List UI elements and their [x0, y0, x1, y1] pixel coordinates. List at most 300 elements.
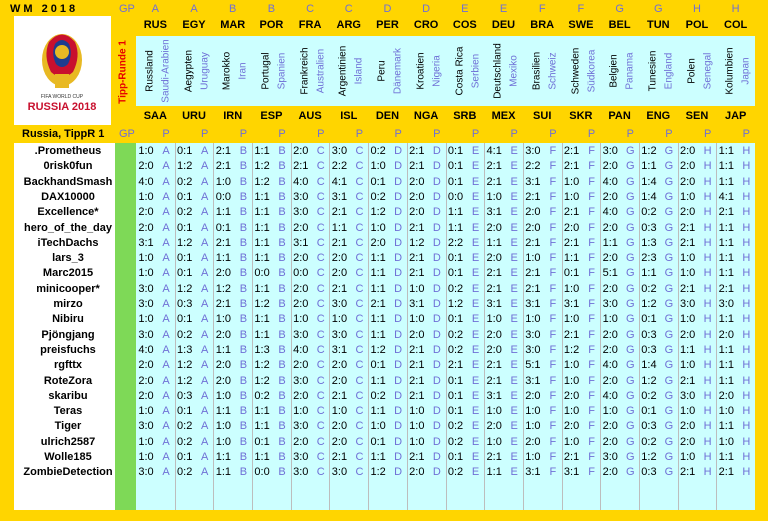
tip-score: 0:2 [641, 435, 657, 448]
tip-letter: F [588, 389, 595, 402]
tip-letter: F [588, 206, 595, 219]
tip-score: 2:0 [679, 328, 696, 341]
tip-score: 2:0 [679, 145, 696, 157]
tip-letter: B [239, 282, 248, 295]
tip-letter: D [432, 160, 441, 173]
tip-letter: A [201, 175, 209, 188]
tip-letter: E [510, 298, 518, 310]
tip-letter: C [355, 466, 364, 479]
tip-letter: G [625, 267, 635, 280]
tip-score: 2:0 [331, 252, 348, 265]
tip-score: 3:0 [138, 282, 154, 295]
tip-letter: C [316, 160, 325, 173]
tip-letter: G [625, 435, 635, 448]
tip-letter: A [162, 435, 170, 448]
tip-letter: H [742, 221, 751, 234]
tip-letter: E [471, 374, 480, 387]
tip-score: 1:1 [254, 206, 270, 219]
away-country-name [506, 38, 522, 104]
home-country-text: Argentinien [337, 45, 349, 97]
tip-letter: D [394, 420, 403, 433]
away-country-text: Südkorea [586, 49, 598, 93]
tip-score: 4:1 [718, 190, 734, 203]
tip-letter: G [664, 175, 674, 188]
tip-letter: B [239, 435, 248, 448]
tip-score: 2:0 [409, 206, 425, 219]
tip-score: 4:0 [293, 343, 309, 356]
tip-letter: H [703, 451, 712, 463]
tip-letter: A [162, 420, 170, 433]
tip-score: 1:0 [718, 405, 734, 418]
tip-score: 1:1 [254, 145, 270, 157]
tip-letter: C [355, 221, 364, 234]
tip-letter: B [239, 252, 248, 265]
tip-letter: H [742, 190, 751, 203]
tip-score: 0:1 [370, 435, 386, 448]
tip-letter: E [471, 405, 480, 418]
tip-letter: E [510, 236, 518, 249]
player-name: preisfuchs [40, 343, 96, 356]
tip-score: 3:1 [331, 343, 348, 356]
tip-score: 0:0 [254, 267, 270, 280]
tip-letter: F [549, 343, 557, 356]
tip-letter: D [432, 175, 441, 188]
tip-score: 3:1 [486, 298, 502, 310]
tip-letter: B [239, 313, 248, 326]
tip-letter: D [394, 206, 403, 219]
tip-letter: D [432, 451, 441, 463]
tip-score: 3:0 [602, 451, 618, 463]
tip-letter: B [239, 405, 248, 418]
tip-letter: A [162, 267, 170, 280]
tip-letter: G [664, 313, 674, 326]
tip-score: 0:0 [254, 466, 270, 479]
tip-letter: C [316, 282, 325, 295]
home-country-name [684, 38, 700, 104]
tip-letter: A [201, 282, 209, 295]
tip-score: 3:1 [525, 374, 541, 387]
home-code: MAR [220, 19, 246, 31]
tip-score: 2:0 [602, 160, 618, 173]
tip-letter: F [549, 282, 557, 295]
tip-letter: H [742, 252, 751, 265]
tip-score: 1:0 [486, 405, 502, 418]
tip-letter: G [625, 420, 635, 433]
tip-letter: D [432, 190, 441, 203]
tip-letter: G [664, 236, 674, 249]
tip-score: 3:1 [563, 466, 580, 479]
tip-score: 2:1 [486, 282, 502, 295]
tip-letter: E [471, 466, 480, 479]
tip-score: 2:0 [602, 221, 618, 234]
tip-letter: C [355, 420, 364, 433]
tip-score: 1:0 [409, 282, 425, 295]
tip-letter: E [510, 435, 518, 448]
tip-letter: C [316, 374, 325, 387]
home-country-name [142, 38, 158, 104]
tip-score: 0:1 [641, 313, 657, 326]
tip-letter: D [432, 435, 441, 448]
tip-score: 2:1 [215, 145, 232, 157]
home-country-text: Kroatien [415, 52, 427, 90]
tip-letter: C [316, 206, 325, 219]
tip-score: 2:1 [409, 359, 425, 372]
left-strip [0, 16, 14, 125]
tip-letter: D [394, 160, 403, 173]
tip-score: 2:0 [602, 435, 618, 448]
tip-score: 2:1 [486, 374, 502, 387]
tip-letter: B [239, 359, 248, 372]
away-code: IRN [223, 110, 243, 122]
tip-score: 2:1 [718, 466, 734, 479]
tip-score: 2:1 [215, 160, 232, 173]
subheader-label: Russia, TippR 1 [22, 128, 105, 140]
tip-letter: G [625, 466, 635, 479]
away-code: JAP [724, 110, 747, 122]
tip-letter: F [549, 435, 557, 448]
tip-letter: H [742, 313, 751, 326]
points-label: P [587, 128, 596, 140]
tip-score: 1:2 [641, 145, 657, 157]
tip-score: 2:0 [486, 221, 502, 234]
tip-score: 0:3 [641, 221, 657, 234]
tip-score: 1:2 [177, 160, 193, 173]
tip-score: 1:1 [254, 451, 270, 463]
tip-score: 2:0 [138, 221, 154, 234]
tip-letter: B [239, 420, 248, 433]
tip-score: 2:1 [331, 451, 348, 463]
tip-score: 1:0 [370, 420, 386, 433]
tip-letter: H [703, 145, 712, 157]
tip-letter: E [471, 252, 480, 265]
tip-score: 0:1 [447, 451, 464, 463]
tip-score: 1:1 [447, 221, 464, 234]
tip-letter: F [549, 252, 557, 265]
tip-score: 3:1 [525, 466, 541, 479]
away-code: SRB [453, 110, 477, 122]
points-label: P [239, 128, 248, 140]
home-code: RUS [143, 19, 167, 31]
tip-score: 2:0 [525, 206, 541, 219]
tip-score: 2:0 [602, 328, 618, 341]
tip-letter: E [510, 343, 518, 356]
group-label: G [615, 3, 624, 15]
tip-letter: B [239, 343, 248, 356]
tip-letter: E [510, 190, 518, 203]
tip-score: 1:1 [370, 267, 386, 280]
tip-letter: B [278, 190, 286, 203]
tip-letter: H [742, 343, 751, 356]
tip-letter: E [471, 145, 480, 157]
tip-score: 2:0 [602, 374, 618, 387]
tip-letter: A [162, 190, 170, 203]
away-code: SEN [685, 110, 709, 122]
world-cup-logo [15, 22, 110, 122]
tip-letter: G [625, 282, 635, 295]
tip-letter: H [742, 145, 751, 157]
tip-letter: F [549, 359, 557, 372]
points-label: P [471, 128, 480, 140]
tip-letter: A [201, 389, 209, 402]
tip-score: 2:0 [409, 190, 425, 203]
tip-score: 2:0 [679, 420, 696, 433]
tip-score: 2:1 [215, 298, 232, 310]
tip-letter: A [201, 451, 209, 463]
away-country-name [235, 38, 251, 104]
home-code: TUN [646, 19, 670, 31]
away-country-text: Serbien [470, 53, 481, 89]
tip-score: 0:1 [177, 267, 193, 280]
group-label: A [190, 3, 198, 15]
tip-score: 1:1 [254, 420, 270, 433]
player-name: RoteZora [43, 374, 93, 387]
tip-letter: G [664, 420, 674, 433]
tip-letter: F [549, 175, 557, 188]
tip-letter: A [162, 374, 170, 387]
tip-score: 2:1 [718, 282, 734, 295]
group-label: A [151, 3, 160, 15]
tip-score: 2:0 [331, 420, 348, 433]
away-country-name [738, 38, 754, 104]
tip-score: 2:1 [718, 206, 734, 219]
tip-score: 2:0 [486, 420, 502, 433]
tip-letter: F [588, 435, 595, 448]
home-country-name [219, 38, 235, 104]
tip-score: 1:1 [602, 236, 618, 249]
tip-score: 1:1 [718, 221, 734, 234]
tip-score: 2:0 [138, 374, 154, 387]
tip-score: 2:1 [563, 145, 580, 157]
tip-score: 4:0 [602, 389, 618, 402]
tip-letter: E [471, 420, 480, 433]
points-label: P [703, 128, 712, 140]
tip-letter: H [703, 359, 712, 372]
home-code: SWE [568, 19, 594, 31]
points-label: P [201, 128, 209, 140]
tip-letter: D [394, 451, 403, 463]
tip-score: 1:0 [679, 267, 696, 280]
tip-score: 1:2 [370, 343, 386, 356]
player-name: minicooper* [36, 282, 100, 295]
points-label: P [162, 128, 170, 140]
tip-score: 2:0 [525, 221, 541, 234]
tip-letter: H [742, 405, 751, 418]
tip-score: 1:1 [254, 313, 270, 326]
tip-score: 0:1 [370, 175, 386, 188]
tip-score: 2:1 [447, 359, 464, 372]
tip-score: 1:1 [254, 252, 270, 265]
tip-letter: F [588, 282, 595, 295]
tip-score: 2:1 [409, 221, 425, 234]
tip-score: 3:0 [138, 328, 154, 341]
tip-letter: C [355, 328, 364, 341]
tip-letter: E [510, 252, 518, 265]
tip-score: 0:1 [447, 145, 464, 157]
tip-letter: E [510, 160, 518, 173]
tip-letter: H [703, 420, 712, 433]
tip-letter: G [625, 206, 635, 219]
tip-letter: H [703, 343, 712, 356]
tip-letter: F [549, 451, 557, 463]
away-country-text: Spanien [276, 52, 288, 90]
points-label: P [626, 128, 634, 140]
tip-letter: G [664, 282, 674, 295]
tip-score: 1:1 [254, 405, 270, 418]
tip-letter: A [201, 252, 209, 265]
tip-score: 1:1 [563, 252, 580, 265]
tip-score: 2:0 [293, 359, 309, 372]
tip-score: 1:2 [254, 298, 270, 310]
tip-letter: G [625, 328, 635, 341]
tip-score: 0:2 [177, 175, 193, 188]
home-country-name [374, 38, 390, 104]
tip-letter: C [316, 145, 325, 157]
tip-letter: G [664, 435, 674, 448]
tip-letter: B [278, 313, 286, 326]
tip-letter: H [742, 298, 751, 310]
tip-letter: H [742, 435, 751, 448]
tip-letter: F [549, 236, 557, 249]
tip-letter: F [549, 298, 557, 310]
home-country-name [606, 38, 622, 104]
tip-letter: H [703, 435, 712, 448]
tip-score: 1:0 [525, 420, 541, 433]
tip-score: 4:0 [138, 175, 154, 188]
tip-score: 1:1 [447, 206, 464, 219]
tip-score: 3:1 [409, 298, 425, 310]
tip-letter: D [432, 313, 441, 326]
tip-score: 1:3 [177, 343, 193, 356]
tip-score: 1:1 [370, 405, 386, 418]
tip-score: 1:0 [486, 435, 502, 448]
tip-letter: D [432, 359, 441, 372]
tip-score: 1:0 [215, 420, 232, 433]
tip-letter: F [588, 190, 595, 203]
tip-letter: D [394, 190, 403, 203]
tip-letter: B [239, 160, 248, 173]
group-label: B [229, 3, 237, 15]
tip-letter: C [316, 435, 325, 448]
tip-score: 2:1 [486, 359, 502, 372]
tip-letter: C [355, 252, 364, 265]
away-country-text: England [663, 52, 675, 90]
tip-letter: G [664, 389, 674, 402]
tip-letter: G [664, 298, 674, 310]
tip-letter: F [549, 267, 557, 280]
tip-score: 3:0 [331, 328, 348, 341]
tip-letter: C [355, 313, 364, 326]
tip-letter: F [588, 252, 595, 265]
tip-letter: D [432, 374, 441, 387]
tip-score: 1:1 [254, 221, 270, 234]
tip-letter: A [162, 313, 170, 326]
home-country-name [529, 38, 545, 104]
tip-letter: F [588, 420, 595, 433]
tip-letter: C [355, 175, 364, 188]
away-country-text: Senegal [702, 52, 714, 90]
home-country-name [413, 38, 429, 104]
home-country-text: Brasilien [531, 51, 543, 91]
tip-letter: C [316, 466, 325, 479]
away-code: SAA [143, 110, 167, 122]
tipp-runde-label: Tipp-Runde 1 [117, 40, 129, 104]
home-country-name [258, 38, 274, 104]
tip-score: 1:1 [370, 374, 386, 387]
away-country-name [661, 38, 677, 104]
player-name: Excellence* [37, 206, 99, 219]
tip-score: 1:1 [370, 252, 386, 265]
tip-score: 0:3 [641, 328, 657, 341]
points-label: P [742, 128, 750, 140]
tip-letter: G [625, 343, 635, 356]
home-code: CRO [413, 19, 439, 31]
tip-letter: B [278, 466, 286, 479]
tip-score: 2:0 [602, 282, 618, 295]
group-label: B [267, 3, 276, 15]
tip-letter: E [471, 267, 480, 280]
tip-score: 2:0 [563, 221, 580, 234]
tip-score: 0:0 [293, 267, 309, 280]
tip-score: 1:0 [370, 221, 386, 234]
tip-letter: G [625, 160, 635, 173]
tip-score: 1:0 [563, 359, 580, 372]
tip-score: 2:1 [409, 343, 425, 356]
tip-letter: G [625, 359, 635, 372]
tip-score: 0:1 [177, 190, 193, 203]
away-code: PAN [608, 110, 631, 122]
tip-letter: F [588, 298, 595, 310]
tip-score: 2:1 [293, 160, 309, 173]
player-name: lars_3 [52, 252, 84, 265]
group-label: H [731, 3, 740, 15]
tip-score: 2:0 [525, 435, 541, 448]
tip-letter: A [162, 145, 170, 157]
tip-letter: A [162, 359, 170, 372]
tip-letter: F [549, 374, 557, 387]
tip-score: 1:0 [138, 252, 154, 265]
home-code: EGY [182, 19, 206, 31]
tip-score: 4:0 [602, 206, 618, 219]
tip-score: 1:1 [215, 466, 232, 479]
player-name: Teras [53, 405, 83, 418]
tip-letter: B [278, 221, 286, 234]
tip-letter: H [703, 252, 712, 265]
tip-score: 3:0 [293, 451, 309, 463]
tip-score: 2:0 [331, 435, 348, 448]
tip-score: 1:2 [177, 236, 193, 249]
away-country-text: Dänemark [392, 47, 404, 95]
home-country-text: Marokko [221, 51, 233, 91]
tip-letter: D [432, 282, 441, 295]
tip-letter: D [394, 298, 403, 310]
home-country-text: Belgien [608, 54, 620, 88]
tip-score: 2:1 [486, 451, 502, 463]
tip-score: 0:3 [641, 420, 657, 433]
tip-letter: A [201, 313, 209, 326]
tip-letter: E [510, 313, 518, 326]
tip-letter: B [239, 221, 248, 234]
tip-score: 0:2 [254, 389, 270, 402]
home-country-name [722, 38, 738, 104]
tip-letter: H [742, 451, 751, 463]
tip-letter: F [588, 145, 595, 157]
tip-score: 1:0 [215, 175, 232, 188]
tip-score: 0:2 [177, 328, 193, 341]
tip-score: 1:1 [254, 282, 270, 295]
tip-letter: D [432, 420, 441, 433]
tip-score: 1:0 [138, 267, 154, 280]
tip-letter: H [742, 466, 751, 479]
